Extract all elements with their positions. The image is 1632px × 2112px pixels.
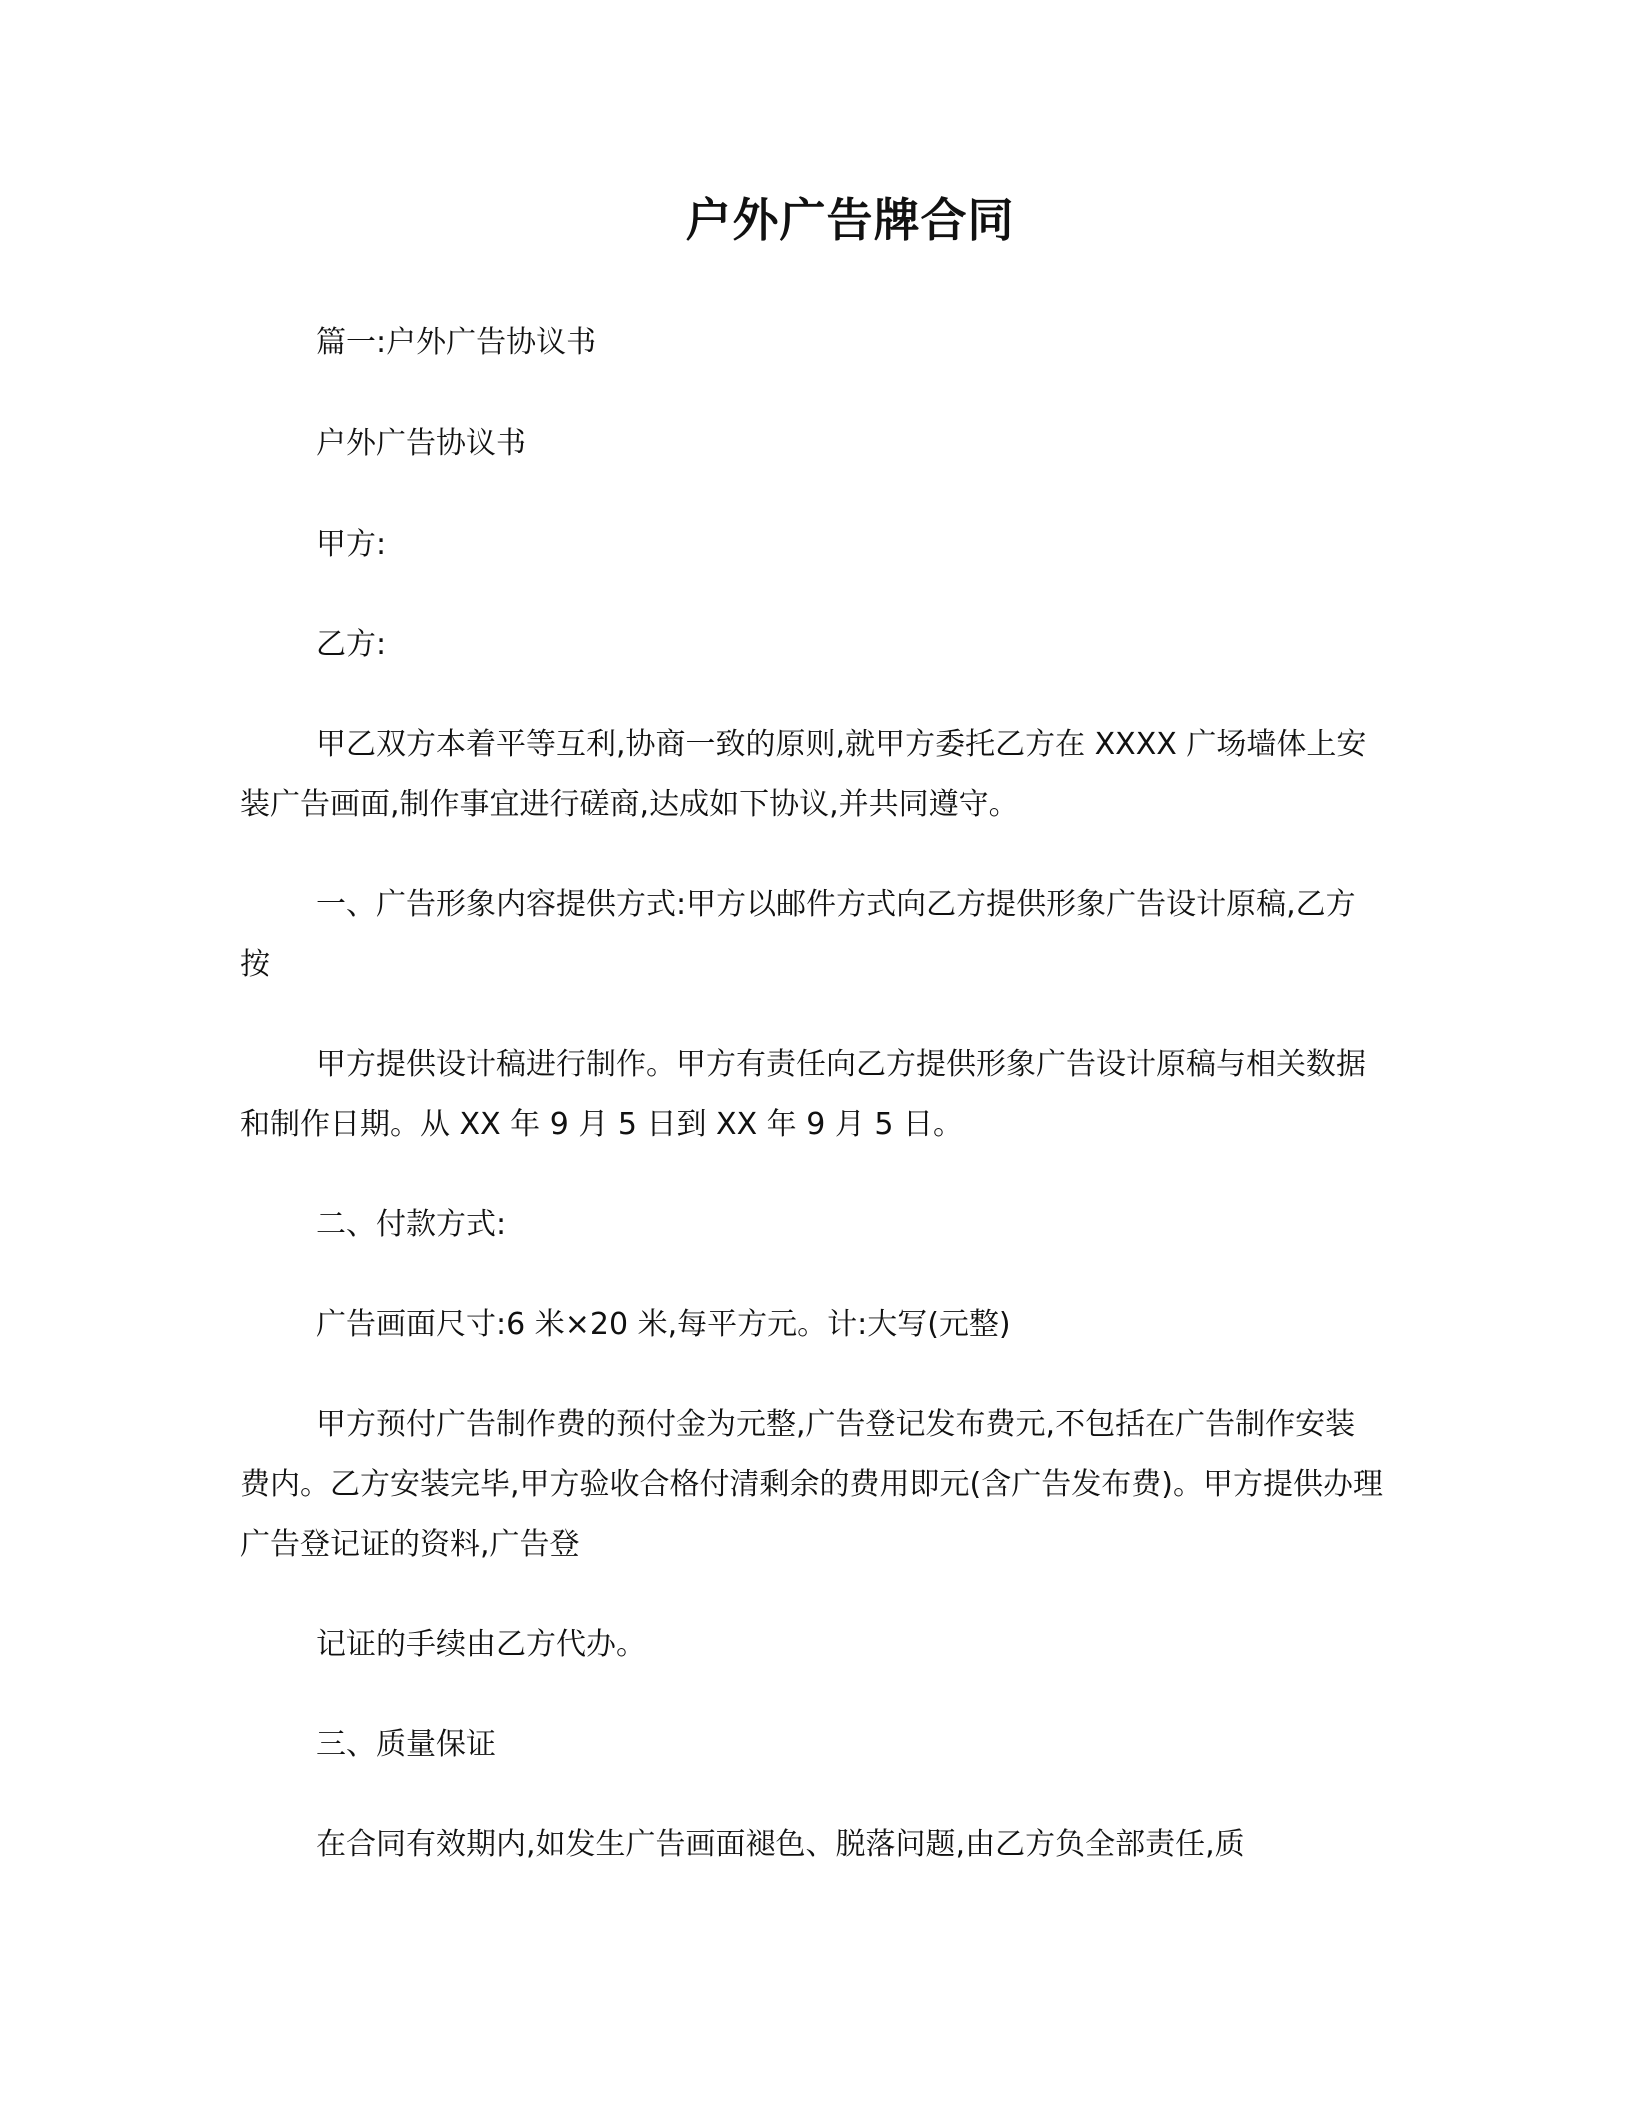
preamble-paragraph: 甲乙双方本着平等互利,协商一致的原则,就甲方委托乙方在 XXXX 广场墙体上安装广告画面,制作事宜进行磋商,达成如下协议,并共同遵守。 bbox=[240, 727, 1367, 822]
party-b-line: 乙方: bbox=[316, 627, 387, 662]
clause-two-heading: 二、付款方式: bbox=[316, 1207, 507, 1242]
registration-paragraph: 记证的手续由乙方代办。 bbox=[316, 1627, 646, 1662]
party-a-line: 甲方: bbox=[316, 527, 387, 562]
clause-one-continuation: 甲方提供设计稿进行制作。甲方有责任向乙方提供形象广告设计原稿与相关数据和制作日期。从 XX 年 9 月 5 日到 XX 年 9 月 5 日。 bbox=[240, 1047, 1366, 1142]
clause-one-paragraph: 一、广告形象内容提供方式:甲方以邮件方式向乙方提供形象广告设计原稿,乙方按 bbox=[240, 887, 1356, 982]
payment-paragraph: 甲方预付广告制作费的预付金为元整,广告登记发布费元,不包括在广告制作安装费内。乙方安装完毕,甲方验收合格付清剩余的费用即元(含广告发布费)。甲方提供办理广告登记证的资料,广告登 bbox=[240, 1407, 1383, 1562]
section-heading-part-one: 篇一:户外广告协议书 bbox=[316, 325, 597, 360]
clause-three-heading: 三、质量保证 bbox=[316, 1727, 496, 1762]
document-title: 户外广告牌合同 bbox=[685, 193, 1015, 247]
quality-paragraph: 在合同有效期内,如发生广告画面褪色、脱落问题,由乙方负全部责任,质 bbox=[316, 1827, 1245, 1862]
ad-size-paragraph: 广告画面尺寸:6 米×20 米,每平方元。计:大写(元整) bbox=[316, 1307, 1011, 1342]
agreement-subtitle: 户外广告协议书 bbox=[316, 426, 526, 461]
